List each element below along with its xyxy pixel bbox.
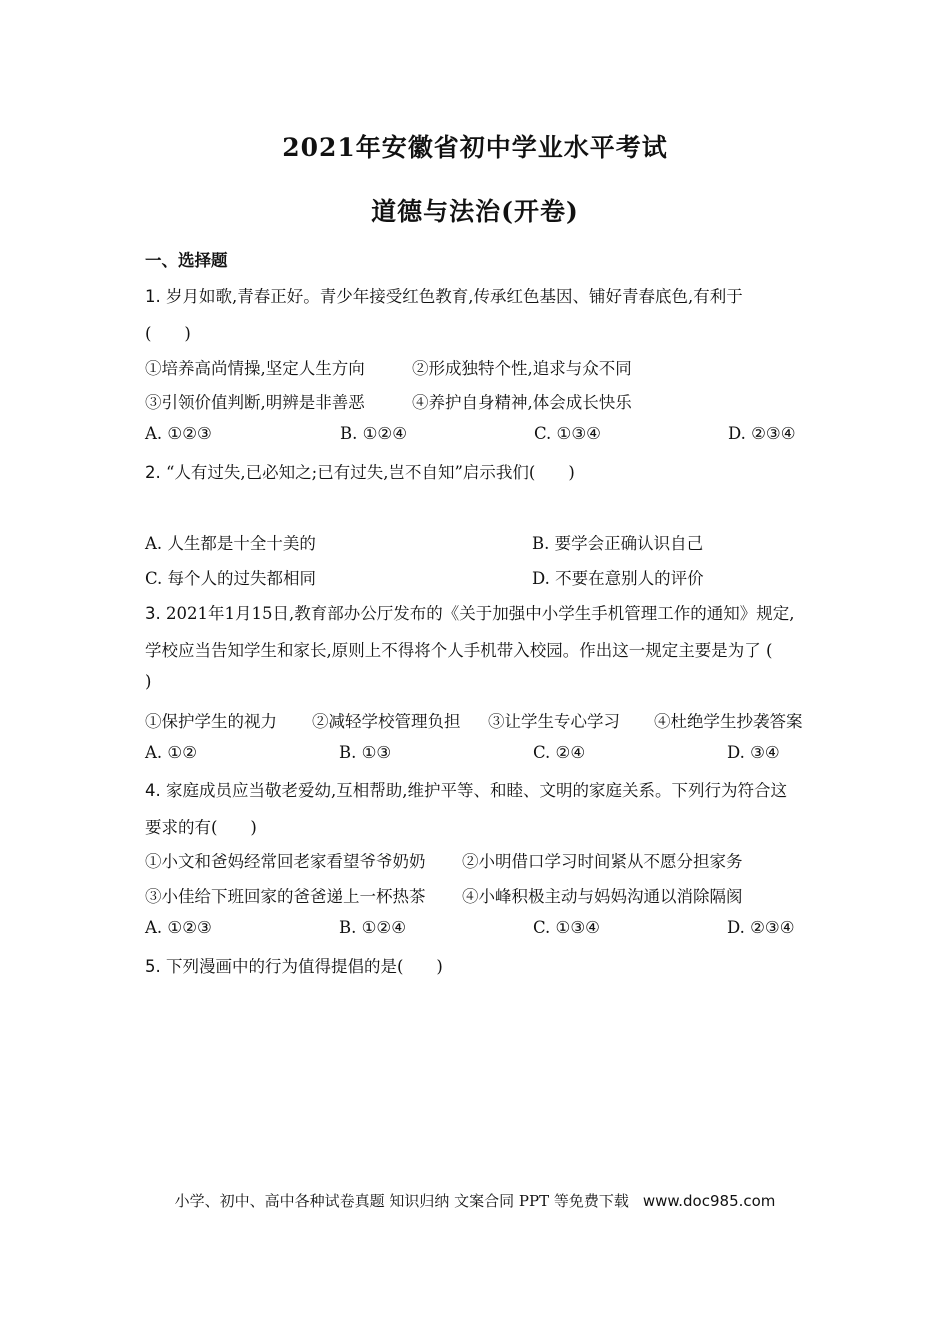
question-text: 2021年1月15日,教育部办公厅发布的《关于加强中小学生手机管理工作的通知》规定,: [160, 604, 795, 623]
question-1-choice-a: A. ①②③: [145, 424, 212, 443]
question-4-choice-a: A. ①②③: [145, 918, 212, 937]
question-3-choice-b: B. ①③: [339, 743, 392, 762]
question-4-item-1: ①小文和爸妈经常回老家看望爷爷奶奶: [145, 852, 426, 871]
question-text: “人有过失,已必知之;已有过失,岂不自知”启示我们( ): [160, 463, 575, 482]
question-4-item-2: ②小明借口学习时间紧从不愿分担家务: [462, 852, 743, 871]
page-footer: [0, 1190, 950, 1211]
question-text: 家庭成员应当敬老爱幼,互相帮助,维护平等、和睦、文明的家庭关系。下列行为符合这: [160, 781, 787, 800]
page-subtitle: 道德与法治(开卷): [371, 197, 579, 226]
question-2-choice-a: A. 人生都是十全十美的: [145, 534, 316, 553]
question-1-stem: [145, 283, 743, 307]
question-number: 1.: [145, 287, 161, 306]
question-1-item-2: ②形成独特个性,追求与众不同: [412, 359, 632, 378]
question-1-item-3: ③引领价值判断,明辨是非善恶: [145, 393, 365, 412]
question-1-item-4: ④养护自身精神,体会成长快乐: [412, 393, 632, 412]
question-number: 4.: [145, 781, 161, 800]
question-text: 下列漫画中的行为值得提倡的是( ): [160, 957, 443, 976]
section-heading: 一、选择题: [145, 251, 228, 270]
question-2-choice-d: D. 不要在意别人的评价: [532, 569, 704, 588]
question-5-stem: [145, 953, 443, 977]
page-title: 2021年安徽省初中学业水平考试: [282, 133, 668, 162]
question-3-choice-a: A. ①②: [145, 743, 197, 762]
question-1-blank: ( ): [145, 324, 191, 343]
question-1-choice-b: B. ①②④: [340, 424, 407, 443]
question-3-stem-line-1: [145, 600, 794, 624]
question-3-item-4: ④杜绝学生抄袭答案: [654, 712, 803, 731]
question-number: 2.: [145, 463, 161, 482]
question-4-choice-d: D. ②③④: [727, 918, 795, 937]
question-4-item-3: ③小佳给下班回家的爸爸递上一杯热茶: [145, 887, 426, 906]
question-2-choice-c: C. 每个人的过失都相同: [145, 569, 317, 588]
footer-text: 小学、初中、高中各种试卷真题 知识归纳 文案合同 PPT 等免费下载: [174, 1192, 629, 1210]
question-3-item-1: ①保护学生的视力: [145, 712, 277, 731]
footer-url[interactable]: www.doc985.com: [642, 1192, 776, 1210]
question-3-choice-d: D. ③④: [727, 743, 780, 762]
question-number: 3.: [145, 604, 161, 623]
question-4-stem-line-2: 要求的有( ): [145, 818, 257, 837]
question-text: 岁月如歌,青春正好。青少年接受红色教育,传承红色基因、铺好青春底色,有利于: [160, 287, 743, 306]
question-4-choice-c: C. ①③④: [533, 918, 600, 937]
question-number: 5.: [145, 957, 161, 976]
question-4-stem-line-1: [145, 777, 787, 801]
question-1-choice-c: C. ①③④: [534, 424, 601, 443]
question-3-stem-line-3: ): [145, 672, 152, 691]
question-3-item-3: ③让学生专心学习: [488, 712, 620, 731]
question-3-stem-line-2: 学校应当告知学生和家长,原则上不得将个人手机带入校园。作出这一规定主要是为了 (: [145, 641, 773, 660]
question-2-choice-b: B. 要学会正确认识自己: [532, 534, 704, 553]
question-2-stem: [145, 459, 575, 483]
question-3-item-2: ②减轻学校管理负担: [312, 712, 461, 731]
question-3-choice-c: C. ②④: [533, 743, 586, 762]
question-1-choice-d: D. ②③④: [728, 424, 796, 443]
question-4-item-4: ④小峰积极主动与妈妈沟通以消除隔阂: [462, 887, 743, 906]
question-1-item-1: ①培养高尚情操,坚定人生方向: [145, 359, 365, 378]
question-4-choice-b: B. ①②④: [339, 918, 406, 937]
